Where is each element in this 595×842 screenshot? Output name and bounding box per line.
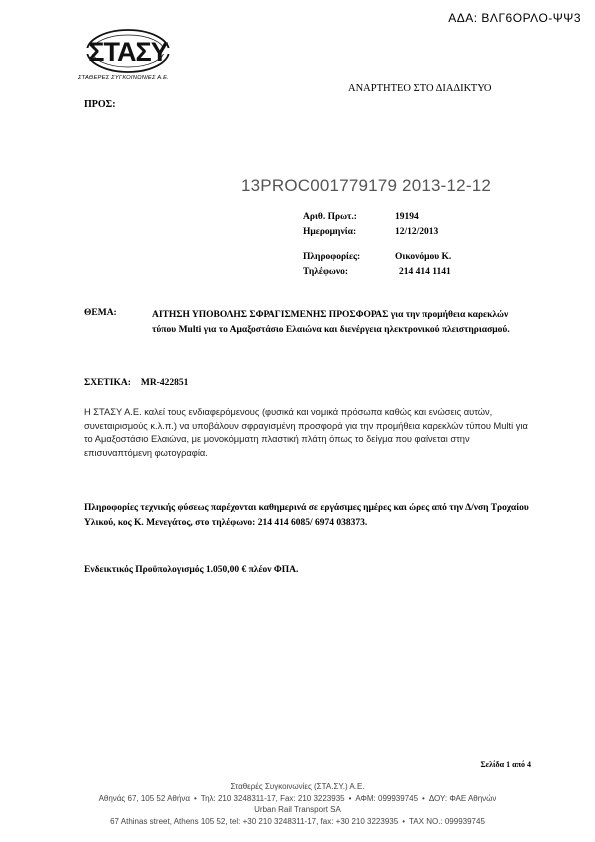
footer-english-address-line — [0, 816, 595, 828]
subject-text: ΑΙΤΗΣΗ ΥΠΟΒΟΛΗΣ ΣΦΡΑΓΙΣΜΕΝΗΣ ΠΡΟΣΦΟΡΑΣ για την προμήθεια καρεκλών τύπου Multi για το Αμαξοστάσιο Ελαιώνα και διενέργεια ηλεκτρονικού πλειστηριασμού. — [152, 310, 510, 335]
page-number: Σελίδα 1 από 4 — [480, 760, 531, 769]
published-online-label: ΑΝΑΡΤΗΤΕΟ ΣΤΟ ΔΙΑΔΙΚΤΥΟ — [348, 83, 492, 94]
meta-label: Ημερομηνία: — [303, 227, 357, 237]
footer-bullet: • — [193, 793, 197, 803]
meta-value: 12/12/2013 — [395, 227, 439, 237]
footer-tax-number: TAX NO.: 099939745 — [409, 816, 485, 826]
related-value: MR-422851 — [140, 378, 189, 388]
meta-label: Αριθ. Πρωτ.: — [303, 212, 357, 222]
recipient-label: ΠΡΟΣ: — [84, 99, 116, 110]
logo-caption: ΣΤΑΘΕΡΕΣ ΣΥΓΚΟΙΝΩΝΙΕΣ Α.Ε. — [78, 75, 169, 81]
related-reference — [84, 378, 188, 388]
svg-text:ΣΤΑΣΥ: ΣΤΑΣΥ — [88, 37, 168, 67]
meta-row-protocol — [0, 212, 595, 226]
footer-company-name: Σταθερές Συγκοινωνίες (ΣΤΑ.ΣΥ.) Α.Ε. — [230, 782, 365, 791]
footer — [0, 781, 595, 827]
meta-value: 214 414 1141 — [399, 267, 451, 277]
footer-address-line — [0, 793, 595, 805]
meta-row-date — [0, 227, 595, 241]
footer-tax-office: ΔΟΥ: ΦΑΕ Αθηνών — [428, 793, 497, 803]
invitation-paragraph: Η ΣΤΑΣΥ Α.Ε. καλεί τους ενδιαφερόμενους (φυσικά και νομικά πρόσωπα καθώς και ενώσεις αυτών, συνεταιρισμούς κ.λ.π.) να υποβάλουν σφραγισμένη προσφορά για την προμήθεια καρεκλών τύπου Multi για το Αμαξοστάσιο Ελαιώνα, με μονοκόμματη πλαστική πλάτη όπως το δείγμα που φαίνεται στην επισυναπτόμενη φωτογραφία. — [84, 407, 528, 458]
footer-bullet: • — [348, 793, 352, 803]
technical-info-paragraph: Πληροφορίες τεχνικής φύσεως παρέχονται καθημερινά σε εργάσιμες ημέρες και ώρες από την Δ/νση Τροχαίου Υλικού, κος Κ. Μενεγάτος, στο τηλέφωνο: 214 414 6085/ 6974 038373. — [84, 503, 529, 528]
footer-address: Αθηνάς 67, 105 52 Αθήνα — [98, 793, 190, 803]
footer-phone: Τηλ: 210 3248311-17, Fax: 210 3223935 — [200, 793, 345, 803]
protocol-code: 13PROC001779179 2013-12-12 — [241, 176, 491, 195]
meta-label: Πληροφορίες: — [303, 252, 361, 262]
budget-line: Ενδεικτικός Προϋπολογισμός 1.050,00 € πλέον ΦΠΑ. — [84, 565, 299, 575]
footer-english-name: Urban Rail Transport SA — [254, 805, 341, 814]
footer-bullet: • — [422, 793, 425, 803]
company-logo — [84, 27, 172, 77]
meta-value: Οικονόμου Κ. — [395, 252, 452, 262]
meta-row-phone — [0, 267, 595, 281]
meta-row-info — [0, 252, 595, 266]
ada-code: ΑΔΑ: ΒΛΓ6ΟΡΛΟ-ΨΨ3 — [448, 11, 581, 25]
footer-english-address: 67 Athinas street, Athens 105 52, tel: +30 210 3248311-17, fax: +30 210 3223935 — [110, 816, 399, 826]
related-label: ΣΧΕΤΙΚΑ: — [84, 378, 131, 388]
meta-value: 19194 — [395, 212, 419, 222]
footer-bullet: • — [402, 816, 405, 826]
meta-label: Τηλέφωνο: — [303, 267, 348, 277]
subject-label: ΘΕΜΑ: — [84, 308, 117, 318]
footer-vat: ΑΦΜ: 099939745 — [355, 793, 419, 803]
